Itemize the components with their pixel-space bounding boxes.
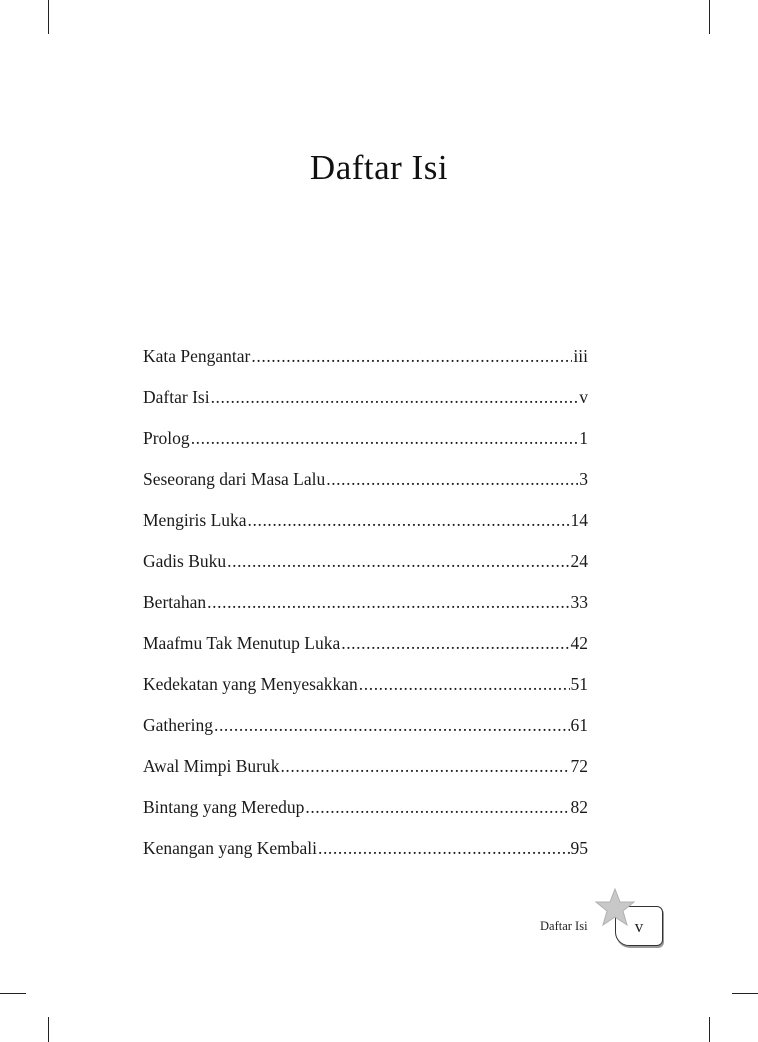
toc-leader-dots — [280, 746, 569, 787]
toc-entry-title: Gadis Buku — [143, 551, 227, 571]
toc-entry-page: iii — [573, 346, 588, 366]
toc-entry-page: 72 — [570, 756, 588, 776]
star-shape — [596, 889, 634, 925]
toc-entry-title: Awal Mimpi Buruk — [143, 756, 280, 776]
toc-leader-dots — [305, 787, 569, 828]
crop-mark-top-left — [48, 0, 49, 34]
toc-entry[interactable] — [143, 582, 588, 623]
crop-mark-bottom-left-h — [0, 993, 26, 994]
toc-entry[interactable] — [143, 705, 588, 746]
toc-entry-title: Seseorang dari Masa Lalu — [143, 469, 326, 489]
toc-entry-page: 33 — [570, 592, 588, 612]
toc-entry-page: v — [579, 387, 588, 407]
toc-entry[interactable] — [143, 336, 588, 377]
toc-leader-dots — [211, 377, 579, 418]
toc-entry-title: Kedekatan yang Menyesakkan — [143, 674, 358, 694]
toc-entry-page: 42 — [570, 633, 588, 653]
toc-leader-dots — [326, 459, 578, 500]
toc-leader-dots — [227, 541, 569, 582]
toc-entry-title: Bertahan — [143, 592, 207, 612]
toc-entry-title: Kenangan yang Kembali — [143, 838, 317, 858]
toc-entry-title: Gathering — [143, 715, 213, 735]
toc-entry-title: Daftar Isi — [143, 387, 210, 407]
toc-entry-page: 1 — [579, 428, 588, 448]
crop-mark-bottom-right-v — [709, 1017, 710, 1042]
toc-entry-page: 95 — [570, 838, 588, 858]
toc-entry[interactable] — [143, 787, 588, 828]
toc-entry-title: Bintang yang Meredup — [143, 797, 305, 817]
toc-entry-page: 14 — [570, 510, 588, 530]
toc-entry-title: Kata Pengantar — [143, 346, 251, 366]
toc-leader-dots — [207, 582, 569, 623]
toc-entry-page: 3 — [579, 469, 588, 489]
toc-entry-page: 82 — [570, 797, 588, 817]
toc-entry-page: 51 — [570, 674, 588, 694]
crop-mark-top-right — [709, 0, 710, 34]
toc-leader-dots — [214, 705, 570, 746]
star-icon — [594, 888, 636, 928]
footer-section-label: Daftar Isi — [540, 919, 588, 933]
toc-entry[interactable] — [143, 664, 588, 705]
toc-leader-dots — [318, 828, 570, 869]
toc-entry[interactable] — [143, 377, 588, 418]
toc-entry-title: Maafmu Tak Menutup Luka — [143, 633, 341, 653]
toc-entry-page: 24 — [570, 551, 588, 571]
toc-entry[interactable] — [143, 828, 588, 869]
toc-entry[interactable] — [143, 746, 588, 787]
crop-mark-bottom-left-v — [48, 1017, 49, 1042]
crop-mark-bottom-right-h — [732, 993, 758, 994]
toc-entry-title: Mengiris Luka — [143, 510, 247, 530]
page-number: v — [634, 917, 644, 936]
toc-entry[interactable] — [143, 541, 588, 582]
toc-entry[interactable] — [143, 459, 588, 500]
toc-leader-dots — [341, 623, 569, 664]
toc-leader-dots — [359, 664, 570, 705]
toc-leader-dots — [248, 500, 570, 541]
toc-entry[interactable] — [143, 500, 588, 541]
page-title: Daftar Isi — [309, 148, 449, 187]
toc-entry-title: Prolog — [143, 428, 190, 448]
toc-leader-dots — [191, 418, 579, 459]
table-of-contents — [143, 336, 588, 869]
toc-entry[interactable] — [143, 418, 588, 459]
toc-leader-dots — [251, 336, 572, 377]
toc-entry-page: 61 — [570, 715, 588, 735]
toc-entry[interactable] — [143, 623, 588, 664]
